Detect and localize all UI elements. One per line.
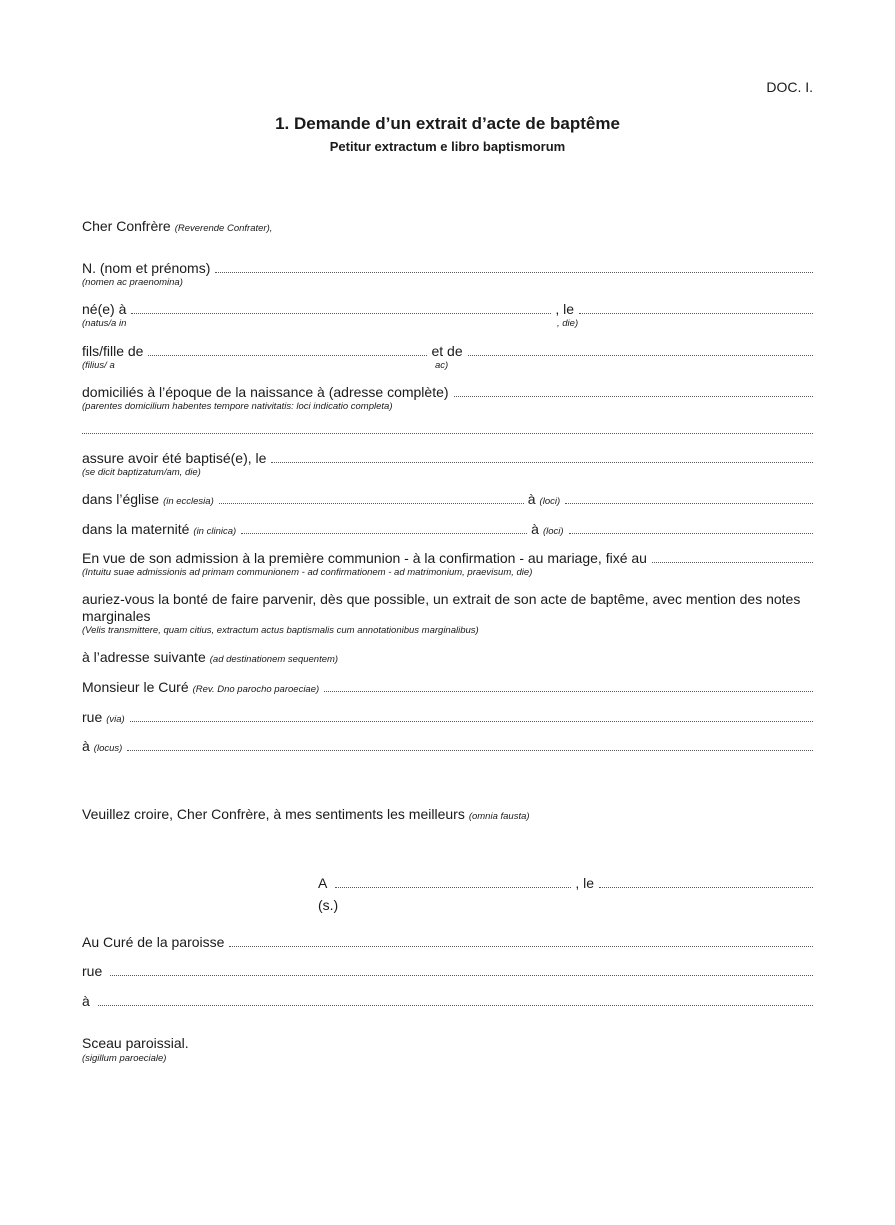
street-label: rue — [82, 709, 103, 725]
place-label: à — [82, 738, 90, 754]
page-subtitle: Petitur extractum e libro baptismorum — [329, 139, 566, 154]
clinic-place-latin: (loci) — [542, 526, 564, 537]
clinic-field — [82, 521, 813, 537]
cure-latin: (Rev. Dno parocho paroeciae) — [192, 684, 320, 695]
clinic-place-input-line[interactable] — [569, 532, 813, 534]
closing — [82, 806, 813, 822]
street-field — [82, 709, 813, 725]
birth-place-latin: (natus/a in — [82, 318, 127, 329]
place-input-line[interactable] — [127, 749, 813, 751]
mother-label: et de — [431, 343, 463, 359]
cure-input-line[interactable] — [324, 690, 813, 692]
place-field — [82, 738, 813, 754]
closing-text: Veuillez croire, Cher Confrère, à mes sentiments les meilleurs — [82, 806, 465, 822]
father-latin: (filius/ a — [82, 360, 115, 371]
clinic-latin: (in clinica) — [193, 526, 237, 537]
domicile-label: domiciliés à l’époque de la naissance à (adresse complète) — [82, 384, 449, 400]
baptism-date-input-line[interactable] — [271, 461, 813, 463]
baptism-date-field — [82, 450, 813, 466]
baptism-date-label: assure avoir été baptisé(e), le — [82, 450, 267, 466]
parents-field — [82, 343, 813, 359]
domicile-input-line[interactable] — [454, 395, 813, 397]
address-intro — [82, 649, 813, 665]
closing-latin: (omnia fausta) — [468, 811, 530, 822]
domicile-field — [82, 384, 813, 400]
birth-date-input-line[interactable] — [579, 312, 813, 314]
clinic-input-line[interactable] — [241, 532, 527, 534]
address-intro-label: à l’adresse suivante — [82, 649, 206, 665]
address-intro-latin: (ad destinationem sequentem) — [209, 654, 339, 665]
admission-field — [82, 550, 813, 566]
name-input-line[interactable] — [215, 271, 813, 273]
church-place-input-line[interactable] — [565, 502, 813, 504]
recipient-place-input-line[interactable] — [98, 1004, 813, 1006]
church-place-latin: (loci) — [539, 496, 561, 507]
mother-input-line[interactable] — [468, 354, 813, 356]
signature-place-date — [318, 875, 813, 891]
father-input-line[interactable] — [148, 354, 427, 356]
domicile-input-line-2[interactable] — [82, 432, 813, 434]
father-label: fils/fille de — [82, 343, 144, 359]
clinic-label: dans la maternité — [82, 521, 190, 537]
admission-label: En vue de son admission à la première communion - à la confirmation - au mariage, fixé au — [82, 550, 647, 566]
document-reference: DOC. I. — [766, 79, 813, 95]
signature-label: (s.) — [318, 897, 339, 913]
birth-date-label: , le — [555, 301, 575, 317]
seal-label: Sceau paroissial. — [82, 1035, 189, 1051]
seal-latin: (sigillum paroeciale) — [82, 1053, 167, 1064]
church-field — [82, 491, 813, 507]
street-latin: (via) — [106, 714, 125, 725]
recipient-place-label: à — [82, 993, 90, 1009]
salutation-text: Cher Confrère — [82, 218, 171, 234]
request-latin: (Velis transmittere, quam citius, extractum actus baptismalis cum annotationibus marginalibus) — [82, 625, 479, 636]
recipient-place-field — [82, 993, 813, 1009]
mother-latin: ac) — [435, 360, 449, 371]
church-latin: (in ecclesia) — [163, 496, 214, 507]
recipient-street-field — [82, 963, 813, 979]
birth-place-label: né(e) à — [82, 301, 127, 317]
salutation-latin: (Reverende Confrater), — [174, 223, 273, 234]
signature-date-input-line[interactable] — [599, 886, 813, 888]
birth-place-input-line[interactable] — [131, 312, 551, 314]
church-input-line[interactable] — [219, 502, 524, 504]
street-input-line[interactable] — [130, 720, 813, 722]
clinic-place-label: à — [531, 521, 539, 537]
birth-date-latin: , die) — [557, 318, 579, 329]
signature-place-label: A — [318, 875, 328, 891]
signature-date-label: , le — [575, 875, 595, 891]
recipient-cure-input-line[interactable] — [229, 945, 813, 947]
recipient-street-input-line[interactable] — [110, 974, 813, 976]
recipient-cure-label: Au Curé de la paroisse — [82, 934, 225, 950]
birth-field — [82, 301, 813, 317]
page-title: 1. Demande d’un extrait d’acte de baptême — [275, 114, 620, 133]
recipient-cure-field — [82, 934, 813, 950]
cure-field — [82, 679, 813, 695]
church-label: dans l’église — [82, 491, 160, 507]
admission-input-line[interactable] — [652, 561, 813, 563]
name-field — [82, 260, 813, 276]
signature-place-input-line[interactable] — [335, 886, 571, 888]
request-text: auriez-vous la bonté de faire parvenir, dès que possible, un extrait de son acte de baptême, avec mention des notes marginales — [82, 591, 801, 624]
baptism-date-latin: (se dicit baptizatum/am, die) — [82, 467, 201, 478]
recipient-street-label: rue — [82, 963, 103, 979]
domicile-latin: (parentes domicilium habentes tempore nativitatis: loci indicatio completa) — [82, 401, 393, 412]
name-latin: (nomen ac praenomina) — [82, 277, 183, 288]
admission-latin: (Intuitu suae admissionis ad primam communionem - ad confirmationem - ad matrimonium, praevisum, die) — [82, 567, 533, 578]
place-latin: (locus) — [93, 743, 123, 754]
church-place-label: à — [527, 491, 536, 507]
salutation — [82, 218, 813, 234]
cure-label: Monsieur le Curé — [82, 679, 189, 695]
name-label: N. (nom et prénoms) — [82, 260, 211, 276]
